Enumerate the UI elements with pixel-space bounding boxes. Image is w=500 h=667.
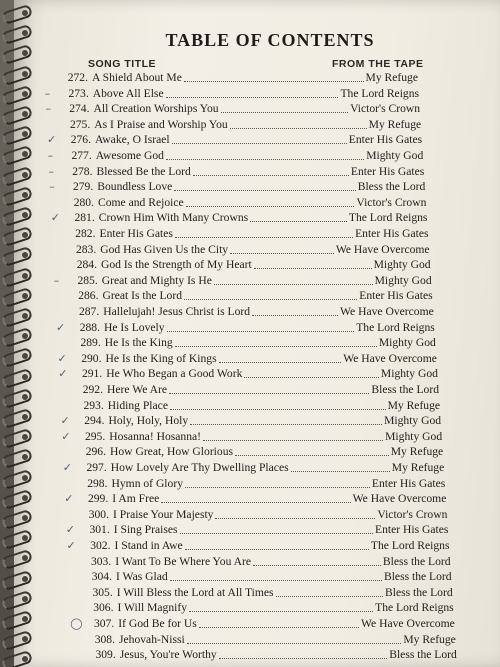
toc-row: [84, 616, 455, 631]
toc-row: [78, 491, 446, 506]
handwritten-check-mark: –: [47, 149, 54, 162]
tape-source: We Have Overcome: [352, 492, 447, 506]
tape-source: Victor's Crown: [377, 507, 448, 521]
binding-hole: [22, 495, 28, 501]
song-number: 305.: [92, 585, 113, 599]
tape-source: Mighty God: [385, 429, 443, 443]
tape-source: Bless the Lord: [382, 554, 451, 568]
song-title: Holy, Holy, Holy: [108, 414, 189, 428]
tape-source: My Refuge: [390, 445, 444, 459]
tape-source: My Refuge: [387, 398, 441, 412]
spiral-coil: [1, 347, 34, 369]
spiral-coil: [1, 549, 34, 571]
binding-hole: [22, 71, 28, 77]
binding-hole: [22, 515, 28, 521]
spiral-coil: [1, 327, 34, 349]
spiral-coil: [1, 488, 34, 510]
song-title: Here We Are: [107, 383, 168, 396]
song-title: Hiding Place: [107, 398, 168, 412]
dot-leader: [174, 190, 355, 191]
toc-row: [79, 507, 447, 522]
song-number: 297.: [86, 461, 107, 474]
tape-source: We Have Overcome: [343, 351, 437, 365]
song-number: 276.: [70, 133, 91, 147]
toc-row: [66, 242, 429, 257]
tape-source: We Have Overcome: [335, 242, 430, 256]
dot-leader: [219, 362, 342, 363]
toc-row: [65, 210, 428, 225]
toc-row: [81, 554, 450, 569]
song-title: He Is Lovely: [104, 320, 165, 334]
toc-row: [84, 600, 454, 615]
song-title: How Lovely Are Thy Dwelling Places: [110, 461, 289, 474]
toc-row: [80, 522, 449, 537]
song-title: Boundless Love: [97, 180, 173, 194]
dot-leader: [235, 455, 389, 456]
spiral-coil: [1, 468, 34, 490]
handwritten-check-mark: –: [49, 180, 55, 194]
handwritten-check-mark: ✓: [50, 211, 60, 225]
dot-leader: [187, 643, 402, 644]
tape-source: Mighty God: [378, 336, 436, 350]
dot-leader: [170, 580, 382, 581]
song-number: 277.: [71, 149, 92, 162]
dot-leader: [166, 97, 339, 98]
dot-leader: [170, 409, 386, 410]
song-number: 293.: [83, 398, 104, 412]
song-number: 307.: [93, 617, 115, 630]
binding-hole: [22, 10, 28, 16]
song-title: God Is the Strength of My Heart: [101, 258, 252, 272]
song-number: 275.: [69, 117, 91, 131]
toc-row: [75, 413, 442, 428]
song-number: 289.: [80, 336, 101, 350]
toc-row: [63, 179, 425, 194]
toc-row: [67, 257, 431, 272]
song-number: 309.: [95, 648, 116, 662]
dot-leader: [166, 159, 364, 160]
song-number: 285.: [77, 273, 98, 287]
song-number: 292.: [82, 383, 103, 396]
dot-leader: [254, 268, 372, 269]
song-number: 279.: [72, 180, 94, 194]
spiral-coil: [1, 428, 34, 450]
song-number: 287.: [78, 305, 100, 318]
song-title: All Creation Worships You: [93, 102, 219, 116]
toc-row: [63, 164, 425, 179]
handwritten-check-mark: –: [53, 273, 60, 287]
spiral-coil: [1, 125, 34, 147]
song-title: Above All Else: [92, 86, 164, 100]
spiral-coil: [1, 367, 34, 389]
dot-leader: [230, 253, 334, 254]
handwritten-check-mark: –: [45, 102, 51, 116]
song-title: Crown Him With Many Crowns: [98, 211, 249, 225]
dot-leader: [203, 440, 383, 441]
song-title: I Want To Be Where You Are: [115, 554, 252, 568]
song-title: Awake, O Israel: [95, 133, 170, 147]
song-title: I Was Glad: [116, 570, 168, 584]
binding-hole: [22, 374, 28, 380]
song-title: As I Praise and Worship You: [94, 117, 228, 131]
tape-source: Mighty God: [374, 273, 432, 287]
song-title: How Great, How Glorious: [110, 445, 234, 459]
spiral-coil: [1, 105, 34, 127]
song-number: 284.: [76, 258, 97, 272]
handwritten-check-mark: ✓: [66, 539, 76, 552]
toc-row: [61, 132, 422, 147]
dot-leader: [184, 299, 357, 300]
binding-hole: [22, 91, 28, 97]
song-title: Come and Rejoice: [98, 195, 184, 209]
dot-leader: [193, 175, 349, 176]
spiral-coil: [1, 448, 34, 470]
binding-hole: [22, 293, 28, 299]
tape-source: Victor's Crown: [350, 102, 421, 116]
tape-source: Mighty God: [380, 367, 438, 381]
song-number: 273.: [68, 86, 89, 100]
toc-row: [83, 585, 453, 600]
toc-row: [71, 335, 436, 350]
song-title: Enter His Gates: [99, 227, 173, 240]
song-title: If God Be for Us: [118, 617, 197, 630]
song-number: 296.: [85, 445, 106, 459]
binding-hole: [22, 394, 28, 400]
toc-row: [59, 86, 419, 101]
tape-source: My Refuge: [368, 117, 422, 131]
song-number: 278.: [72, 164, 93, 178]
spiral-coil: [1, 246, 34, 268]
toc-row: [66, 226, 429, 241]
spiral-coil: [1, 650, 34, 667]
handwritten-check-mark: –: [44, 86, 51, 100]
binding-hole: [22, 111, 28, 117]
toc-row: [69, 304, 434, 319]
song-title: He Is the King of Kings: [105, 351, 217, 365]
toc-row: [72, 351, 437, 366]
tape-source: Bless the Lord: [383, 570, 452, 584]
column-header-song-title: SONG TITLE: [88, 58, 156, 70]
binding-hole: [22, 313, 28, 319]
tape-source: Mighty God: [384, 414, 442, 428]
spiral-coil: [1, 529, 34, 551]
toc-row: [85, 632, 456, 647]
spiral-coil: [1, 165, 34, 187]
dot-leader: [219, 658, 388, 659]
dot-leader: [276, 596, 383, 597]
toc-row: [68, 273, 432, 288]
dot-leader: [180, 533, 374, 534]
dot-leader: [215, 518, 375, 519]
dot-leader: [175, 346, 377, 347]
song-number: 294.: [84, 414, 105, 428]
toc-row: [86, 647, 457, 662]
dot-leader: [184, 81, 364, 82]
spiral-coil: [1, 64, 34, 86]
song-title: Awesome God: [95, 149, 164, 162]
tape-source: Bless the Lord: [389, 648, 457, 662]
song-title: He Is the King: [104, 336, 173, 350]
song-title: Jesus, You're Worthy: [119, 648, 217, 662]
tape-source: We Have Overcome: [340, 305, 434, 318]
song-number: 304.: [91, 570, 112, 584]
spiral-coil: [1, 307, 34, 329]
handwritten-check-mark: ✓: [47, 133, 57, 147]
spiral-coil: [1, 509, 34, 531]
dot-leader: [186, 206, 355, 207]
toc-row: [74, 398, 440, 413]
binding-hole: [22, 576, 28, 582]
song-title: Hosanna! Hosanna!: [109, 429, 202, 443]
toc-row: [78, 476, 446, 491]
toc-row: [60, 101, 421, 116]
tape-source: Enter His Gates: [350, 164, 425, 178]
spiral-coil: [1, 145, 34, 167]
tape-source: Bless the Lord: [371, 383, 439, 396]
tape-source: The Lord Reigns: [375, 601, 454, 615]
tape-source: The Lord Reigns: [356, 320, 435, 334]
toc-row: [64, 195, 426, 210]
toc-row: [77, 460, 445, 475]
song-title: Great and Mighty Is He: [101, 273, 212, 287]
song-title: God Has Given Us the City: [100, 242, 229, 256]
spiral-coil: [1, 206, 34, 228]
toc-row: [75, 429, 442, 444]
dot-leader: [199, 627, 359, 628]
binding-hole: [22, 475, 28, 481]
song-number: 288.: [79, 320, 100, 334]
toc-row: [62, 148, 424, 163]
song-title: I Am Free: [112, 492, 160, 506]
song-number: 290.: [81, 351, 102, 365]
toc-row: [70, 320, 435, 335]
song-number: 274.: [69, 102, 90, 116]
song-title: Hymn of Glory: [111, 476, 183, 490]
tape-source: Enter His Gates: [371, 476, 446, 490]
binding-hole: [22, 616, 28, 622]
song-number: 299.: [87, 492, 109, 506]
spiral-coil: [1, 4, 34, 26]
toc-row: [72, 366, 438, 381]
dot-leader: [190, 424, 382, 425]
handwritten-check-mark: ✓: [65, 523, 75, 537]
tape-source: The Lord Reigns: [348, 211, 428, 225]
spiral-coil: [1, 226, 34, 248]
song-number: 291.: [81, 367, 103, 381]
song-number: 302.: [90, 539, 111, 552]
song-title: I Stand in Awe: [114, 539, 183, 552]
tape-source: My Refuge: [391, 461, 445, 474]
dot-leader: [185, 549, 369, 550]
song-number: 286.: [78, 289, 99, 303]
tape-source: My Refuge: [403, 632, 456, 646]
dot-leader: [161, 502, 350, 503]
handwritten-check-mark: ✓: [58, 367, 68, 381]
toc-row: [81, 538, 450, 553]
spiral-coil: [1, 569, 34, 591]
handwritten-check-mark: ◯: [70, 617, 83, 630]
song-title: Jehovah-Nissi: [119, 632, 185, 646]
song-title: A Shield About Me: [92, 71, 182, 84]
spiral-binding: [0, 0, 34, 667]
handwritten-check-mark: –: [48, 164, 54, 178]
spiral-coil: [1, 387, 34, 409]
tape-source: Enter His Gates: [375, 523, 449, 537]
tape-source: Bless the Lord: [357, 180, 426, 194]
spiral-coil: [1, 610, 34, 632]
song-number: 301.: [89, 523, 110, 537]
song-title: Hallelujah! Jesus Christ is Lord: [103, 305, 251, 318]
tape-source: My Refuge: [365, 71, 418, 84]
tape-source: The Lord Reigns: [370, 539, 450, 552]
song-number: 281.: [74, 211, 95, 225]
handwritten-check-mark: ✓: [56, 320, 66, 334]
song-number: 306.: [93, 601, 114, 615]
spiral-coil: [1, 630, 34, 652]
column-header-from-tape: FROM THE TAPE: [332, 58, 424, 70]
binding-hole: [22, 273, 28, 279]
song-title: Great Is the Lord: [102, 289, 183, 303]
handwritten-check-mark: ✓: [61, 429, 71, 443]
toc-row: [69, 288, 433, 303]
page-title: TABLE OF CONTENTS: [165, 30, 375, 50]
dot-leader: [252, 315, 338, 316]
song-number: 308.: [94, 632, 115, 646]
binding-hole: [22, 414, 28, 420]
song-number: 280.: [73, 195, 94, 209]
song-number: 300.: [88, 507, 109, 521]
song-number: 298.: [87, 476, 108, 490]
toc-row: [76, 444, 443, 459]
song-number: 283.: [75, 242, 97, 256]
song-title: I Sing Praises: [113, 523, 178, 537]
tape-source: Mighty God: [366, 149, 424, 162]
toc-row: [73, 382, 439, 397]
binding-hole: [22, 192, 28, 198]
spiral-coil: [1, 84, 34, 106]
toc-row: [58, 70, 418, 85]
song-title: He Who Began a Good Work: [106, 367, 243, 381]
handwritten-check-mark: ✓: [64, 492, 74, 506]
song-title: Blessed Be the Lord: [96, 164, 191, 178]
tape-source: Mighty God: [373, 258, 431, 272]
dot-leader: [169, 393, 369, 394]
handwritten-check-mark: ✓: [62, 461, 72, 474]
binding-hole: [22, 596, 28, 602]
song-title: I Will Magnify: [117, 601, 188, 615]
tape-source: Victor's Crown: [356, 195, 427, 209]
spiral-coil: [1, 286, 34, 308]
tape-source: Enter His Gates: [355, 227, 429, 240]
song-number: 303.: [90, 554, 112, 568]
tape-source: The Lord Reigns: [340, 86, 420, 100]
song-title: I Will Bless the Lord at All Times: [116, 585, 274, 599]
song-number: 282.: [75, 227, 96, 240]
handwritten-check-mark: ✓: [60, 414, 70, 428]
spiral-coil: [1, 589, 34, 611]
tape-source: We Have Overcome: [361, 617, 455, 630]
binding-hole: [22, 172, 28, 178]
dot-leader: [167, 331, 355, 332]
dot-leader: [244, 377, 379, 378]
handwritten-check-mark: ✓: [57, 351, 67, 365]
spiral-coil: [1, 266, 34, 288]
dot-leader: [221, 112, 349, 113]
song-title: I Praise Your Majesty: [113, 507, 214, 521]
toc-row: [82, 569, 452, 584]
dot-leader: [214, 284, 373, 285]
dot-leader: [175, 237, 353, 238]
song-number: 295.: [84, 429, 106, 443]
binding-hole: [22, 212, 28, 218]
dot-leader: [253, 565, 381, 566]
toc-row: [60, 117, 421, 132]
song-number: 272.: [67, 71, 88, 84]
spiral-coil: [1, 408, 34, 430]
dot-leader: [185, 487, 370, 488]
tape-source: Enter His Gates: [359, 289, 433, 303]
tape-source: Enter His Gates: [348, 133, 423, 147]
dot-leader: [250, 221, 347, 222]
dot-leader: [230, 128, 367, 129]
spiral-coil: [1, 185, 34, 207]
dot-leader: [172, 143, 347, 144]
dot-leader: [291, 471, 390, 472]
tape-source: Bless the Lord: [385, 585, 453, 599]
dot-leader: [189, 611, 373, 612]
